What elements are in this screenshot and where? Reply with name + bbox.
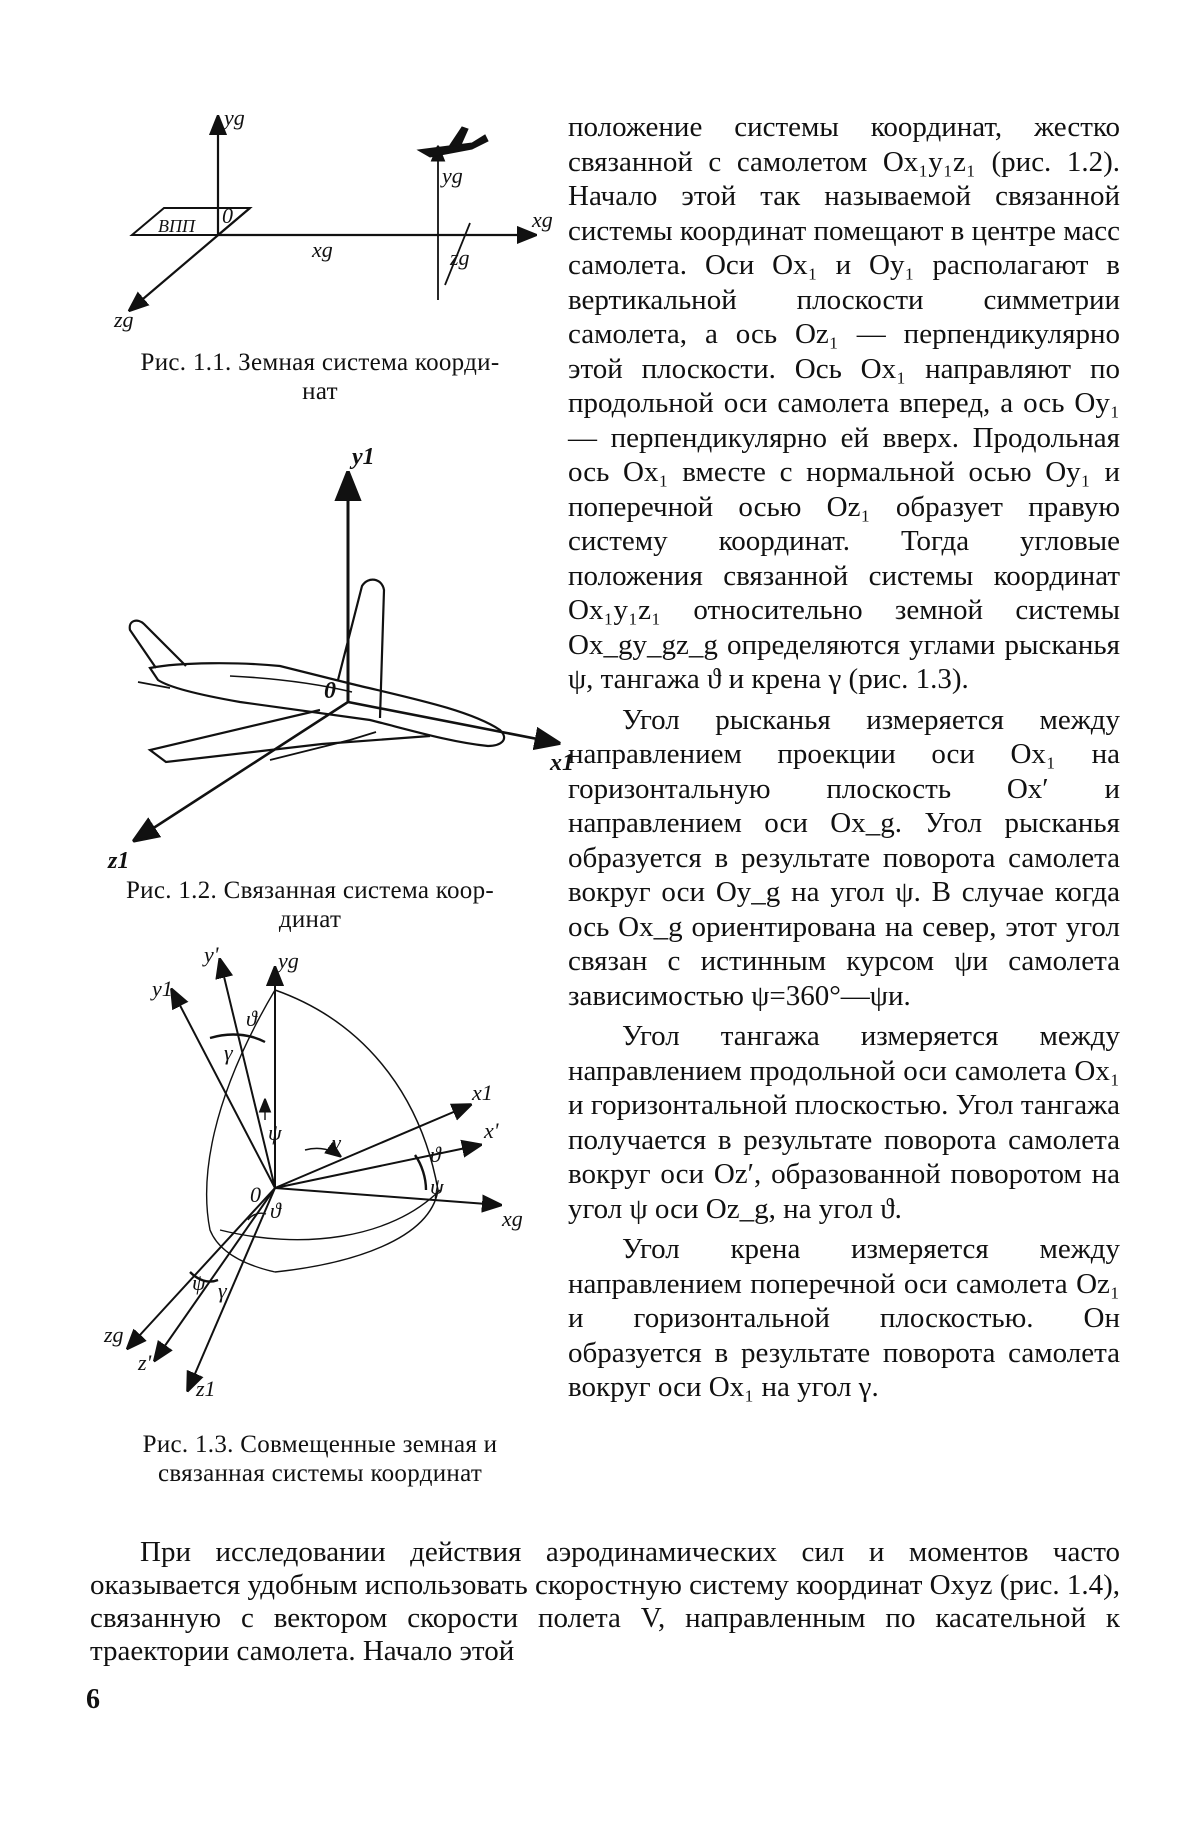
- fig2-label-y1: y1: [352, 444, 375, 470]
- figure-1-3-caption-line2: связанная системы координат: [157, 1460, 483, 1487]
- fig3-label-gamma-mid: γ: [332, 1130, 341, 1155]
- figure-1-2-caption-line1: Рис. 1.2. Связанная система коор-: [125, 877, 495, 904]
- paragraph-yaw: Угол рысканья измеряется между направлением проекции оси Ox₁ на горизонтальную плоскость Ox′ и направлением оси Ox_g. Угол рысканья образуется в результате поворота самолета вокруг оси Oy_g на угол ψ. В случае когда ось Ox_g ориентирована на север, этот угол связан с истинным курсом ψи самолета зависимостью ψ=360°—ψи.: [568, 703, 1120, 1012]
- fig2-label-z1: z1: [108, 848, 130, 874]
- paragraph-velocity-frame: При исследовании действия аэродинамических сил и моментов часто оказывается удобным использовать скоростную систему координат Oxyz (рис. 1.4), связанную с вектором скорости полета V, направленным по касательной к траектории самолета. Начало этой: [90, 1536, 1120, 1667]
- fig1-label-zg-plane: zg: [450, 245, 470, 270]
- figure-1-1-caption: [100, 348, 540, 406]
- figure-1-3: [100, 942, 550, 1410]
- figure-1-2-caption: [90, 876, 530, 934]
- fig1-label-yg-plane: yg: [442, 163, 463, 188]
- figure-1-1: [100, 105, 553, 345]
- figure-1-2-drawing: [90, 440, 574, 874]
- fig3-label-z1: z1: [196, 1376, 216, 1401]
- figure-1-1-caption-line1: Рис. 1.1. Земная система коорди-: [140, 349, 500, 376]
- fig1-label-xg-right: xg: [532, 207, 553, 232]
- fig3-label-xg: xg: [502, 1206, 523, 1231]
- figure-1-2: [90, 440, 574, 874]
- fig3-label-x1: x1: [472, 1080, 493, 1105]
- figure-1-2-caption-line2: динат: [278, 906, 342, 933]
- fig3-label-gamma-low: γ: [218, 1278, 227, 1303]
- fig1-label-vpp: ВПП: [158, 216, 195, 236]
- figure-1-3-drawing: [100, 942, 550, 1410]
- fig2-label-x1: x1: [550, 750, 574, 776]
- fig1-label-zg-left: zg: [114, 307, 134, 332]
- fig1-label-origin: 0: [222, 203, 233, 228]
- fig1-label-xg-mid: xg: [312, 237, 333, 262]
- fig3-label-yprime: y': [204, 942, 219, 967]
- fig3-label-psi-right: ψ: [430, 1174, 444, 1199]
- right-column-text: [568, 110, 1120, 1405]
- fig3-label-zprime: z': [138, 1350, 152, 1375]
- fig3-label-psi-low: ψ: [192, 1270, 206, 1295]
- paragraph-1: положение системы координат, жестко связанной с самолетом Ox₁y₁z₁ (рис. 1.2). Начало этой так называемой связанной системы координат помещают в центре масс самолета. Оси Ox₁ и Oy₁ располагают в вертикальной плоскости симметрии самолета, а ось Oz₁ — перпендикулярно этой плоскости. Ось Ox₁ направляют по продольной оси самолета вперед, а ось Oy₁ — перпендикулярно ей вверх. Продольная ось Ox₁ вместе с нормальной осью Oy₁ и поперечной осью Oz₁ образует правую систему координат. Тогда угловые положения связанной системы координат Ox₁y₁z₁ относительно земной системы Ox_gy_gz_g определяются углами рысканья ψ, тангажа ϑ и крена γ (рис. 1.3).: [568, 111, 1120, 695]
- page-number: 6: [86, 1684, 100, 1715]
- fig3-label-yg: yg: [278, 948, 299, 973]
- fig3-label-theta-right: ϑ: [430, 1142, 441, 1167]
- figure-1-1-caption-line2: нат: [302, 378, 338, 405]
- fig3-label-y1: y1: [152, 976, 173, 1001]
- figure-1-3-caption: [90, 1430, 550, 1488]
- fig2-label-origin: 0: [324, 678, 336, 704]
- fig3-label-xprime: x': [484, 1118, 499, 1143]
- fig3-label-theta-top: ϑ: [246, 1006, 257, 1031]
- fig3-label-theta-origin: ϑ: [270, 1198, 281, 1223]
- fig3-label-psi-mid: ψ: [268, 1120, 282, 1145]
- full-width-text: [90, 1536, 1120, 1668]
- paragraph-pitch: Угол тангажа измеряется между направлением продольной оси самолета Ox₁ и горизонтальной плоскостью. Угол тангажа получается в результате поворота самолета вокруг оси Oz′, образованной поворотом на угол ψ оси Oz_g, на угол ϑ.: [568, 1020, 1120, 1225]
- figure-1-3-caption-line1: Рис. 1.3. Совмещенные земная и: [142, 1431, 498, 1458]
- figure-1-1-drawing: [100, 105, 553, 345]
- fig3-label-zg: zg: [104, 1322, 124, 1347]
- fig3-label-gamma-top: γ: [224, 1040, 233, 1065]
- fig1-label-yg: yg: [224, 105, 245, 130]
- fig3-label-origin: 0: [250, 1182, 261, 1207]
- paragraph-roll: Угол крена измеряется между направлением поперечной оси самолета Oz₁ и горизонтальной плоскостью. Он образуется в результате поворота самолета вокруг оси Ox₁ на угол γ.: [568, 1233, 1120, 1403]
